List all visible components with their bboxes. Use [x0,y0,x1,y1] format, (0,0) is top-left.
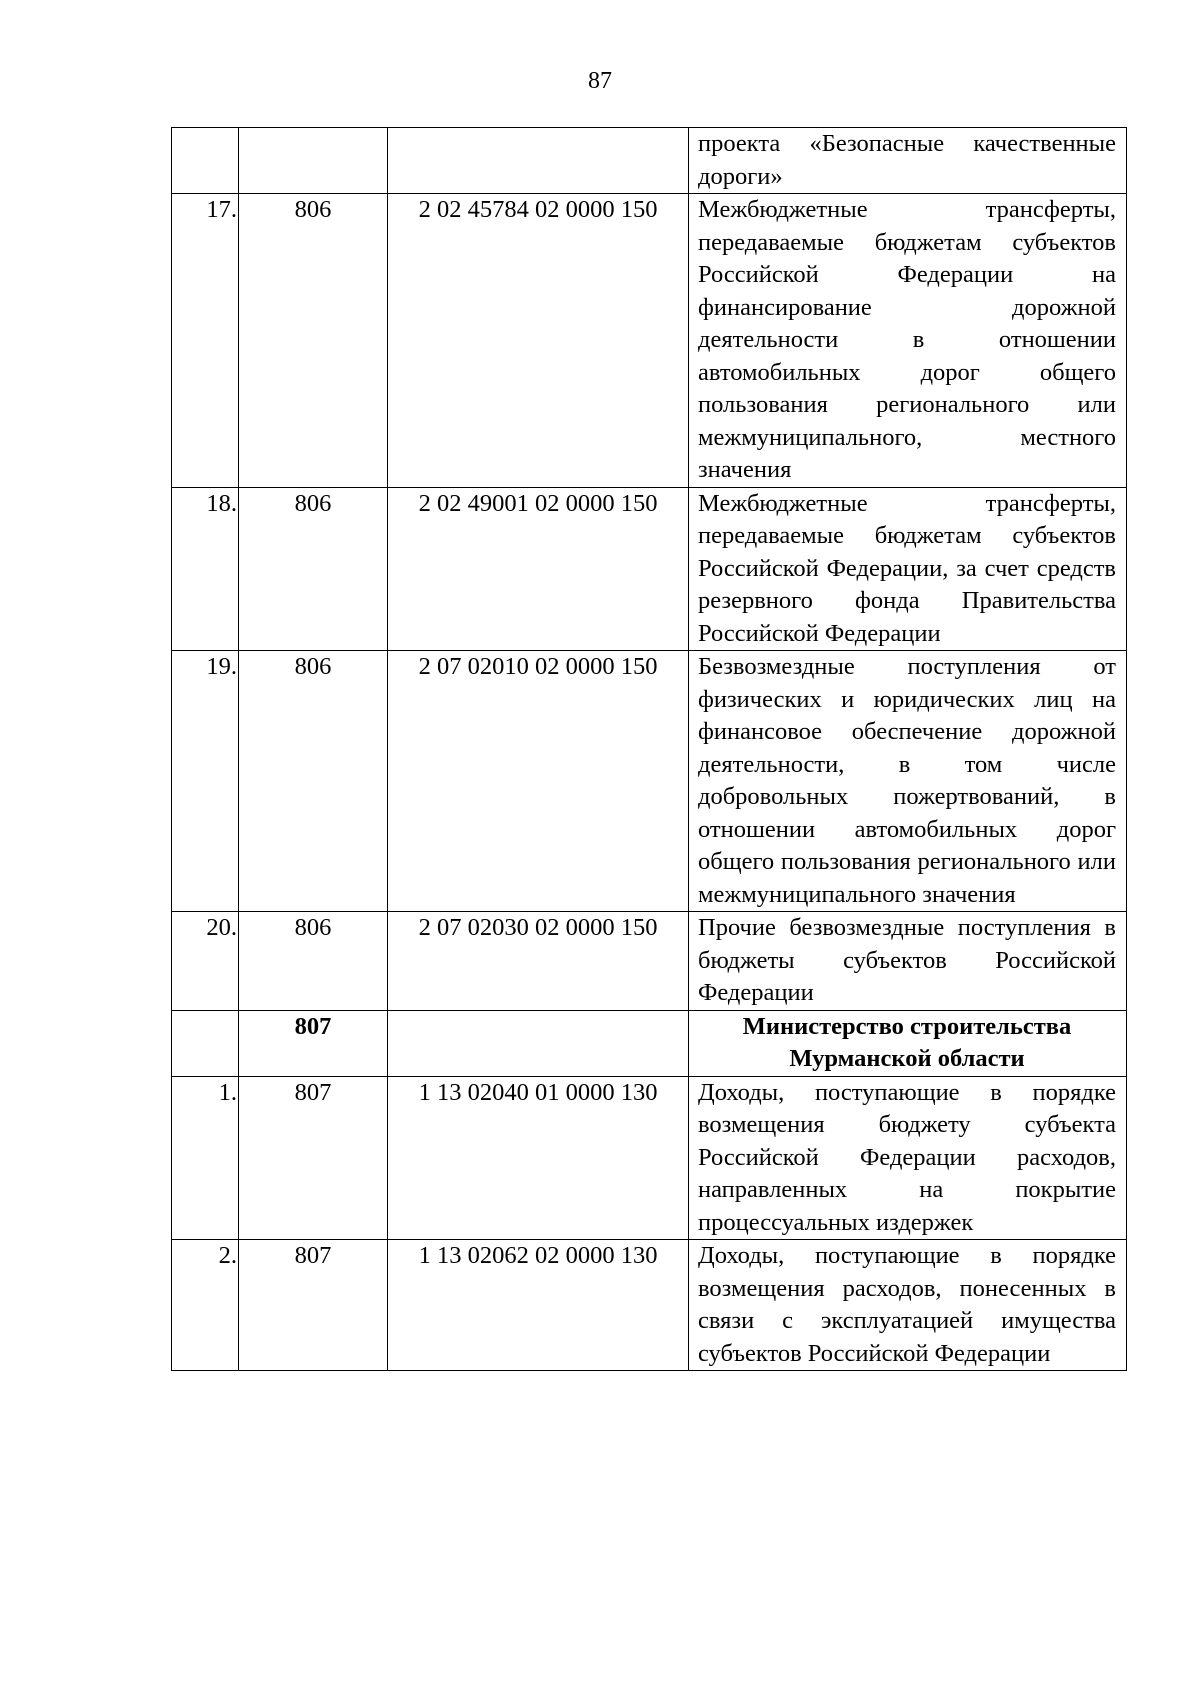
table-row [172,128,1127,194]
admin-code-cell [239,128,388,194]
name-cell [689,1010,1127,1076]
row-number-cell: 1. [172,1076,239,1240]
row-number-cell: 20. [172,912,239,1011]
table-row [172,1240,1127,1371]
budget-code-cell: 2 02 49001 02 0000 150 [388,487,689,651]
section-title: Министерство строительства Мурманской области [742,1012,1072,1072]
admin-code-cell: 806 [239,651,388,912]
name-text: Межбюджетные трансферты, передаваемые бюджетам субъектов Российской Федерации, за счет средств резервного фонда Правительства Российской Федерации [698,489,1116,647]
page-number: 87 [588,68,612,94]
table-row [172,651,1127,912]
budget-code-cell: 2 02 45784 02 0000 150 [388,194,689,488]
name-text: Доходы, поступающие в порядке возмещения бюджету субъекта Российской Федерации расходов, направленных на покрытие процессуальных издержек [698,1078,1116,1236]
name-text: Безвозмездные поступления от физических и юридических лиц на финансовое обеспечение дорожной деятельности, в том числе добровольных пожертвований, в отношении автомобильных дорог общего пользования регионального или межмуниципального значения [698,653,1116,908]
table-row [172,194,1127,488]
table-row [172,1076,1127,1240]
row-number-cell: 19. [172,651,239,912]
table-row-section-header [172,1010,1127,1076]
admin-code-cell: 806 [239,194,388,488]
budget-code-cell: 1 13 02062 02 0000 130 [388,1240,689,1371]
admin-code-cell: 807 [239,1010,388,1076]
budget-code-cell [388,128,689,194]
budget-code-cell: 1 13 02040 01 0000 130 [388,1076,689,1240]
admin-code-cell: 807 [239,1240,388,1371]
budget-code-cell: 2 07 02030 02 0000 150 [388,912,689,1011]
name-cell [689,1076,1127,1240]
row-number-cell [172,1010,239,1076]
name-cell [689,128,1127,194]
admin-code-cell: 807 [239,1076,388,1240]
row-number-cell: 2. [172,1240,239,1371]
name-cell [689,487,1127,651]
revenue-codes-table [171,127,1127,1371]
table-row [172,487,1127,651]
admin-code-cell: 806 [239,912,388,1011]
name-text: проекта «Безопасные качественные дороги» [698,130,1116,190]
row-number-cell: 18. [172,487,239,651]
name-text: Прочие безвозмездные поступления в бюджеты субъектов Российской Федерации [698,914,1116,1006]
name-text: Доходы, поступающие в порядке возмещения расходов, понесенных в связи с эксплуатацией имущества субъектов Российской Федерации [698,1242,1116,1367]
name-text: Межбюджетные трансферты, передаваемые бюджетам субъектов Российской Федерации на финансирование дорожной деятельности в отношении автомобильных дорог общего пользования регионального или межмуниципального, местного значения [698,196,1116,483]
row-number-cell [172,128,239,194]
budget-code-cell [388,1010,689,1076]
name-cell [689,1240,1127,1371]
budget-code-cell: 2 07 02010 02 0000 150 [388,651,689,912]
name-cell [689,651,1127,912]
admin-code-cell: 806 [239,487,388,651]
name-cell [689,194,1127,488]
row-number-cell: 17. [172,194,239,488]
table-row [172,912,1127,1011]
name-cell [689,912,1127,1011]
